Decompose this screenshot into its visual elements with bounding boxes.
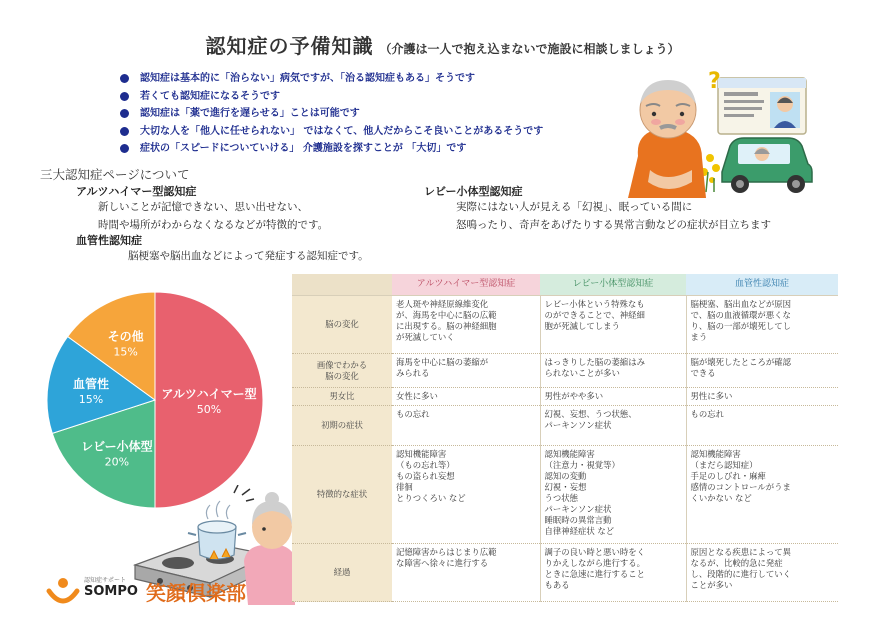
table-row — [292, 446, 838, 544]
table-cell: 認知機能障害 （注意力・視覚等） 認知の変動 幻視・妄想 うつ状態 パーキンソン症状 睡眠時の異常言動 自律神経症状 など — [540, 446, 686, 544]
alzheimer-description: 新しいことが記憶できない、思い出せない、 時間や場所がわからなくなるなどが特徴的です。 — [98, 201, 329, 231]
bullet-icon — [120, 127, 129, 136]
row-label: 経過 — [292, 544, 392, 602]
table-row — [292, 354, 838, 388]
row-label: 画像でわかる 脳の変化 — [292, 354, 392, 388]
dementia-type-pie-chart — [35, 280, 275, 520]
row-label: 脳の変化 — [292, 296, 392, 354]
smile-logo-icon — [46, 577, 80, 607]
table-cell: 認知機能障害 （もの忘れ等） もの盗られ妄想 徘徊 とりつくろい など — [392, 446, 540, 544]
section-heading: 三大認知症ページについて — [40, 167, 190, 182]
table-row — [292, 296, 838, 354]
table-corner — [292, 274, 392, 296]
table-cell: 男性に多い — [686, 388, 838, 406]
table-cell: もの忘れ — [392, 406, 540, 446]
table-cell: 認知機能障害 （まだら認知症） 手足のしびれ・麻痺 感情のコントロールがうま くいかない など — [686, 446, 838, 544]
table-row — [292, 544, 838, 602]
column-header-lewy: レビー小体型認知症 — [540, 274, 686, 296]
page-title: 認知症の予備知識 — [205, 34, 374, 58]
page-subtitle: （介護は一人で抱え込まないで施設に相談しましょう） — [379, 42, 680, 56]
alzheimer-heading: アルツハイマー型認知症 — [76, 185, 197, 198]
table-cell: 原因となる疾患によって異 なるが、比較的急に発症 し、段階的に進行していく ことが多い — [686, 544, 838, 602]
logo-brand: SOMPO — [84, 584, 138, 599]
table-cell: 海馬を中心に脳の萎縮が みられる — [392, 354, 540, 388]
row-label: 特徴的な症状 — [292, 446, 392, 544]
bullet-icon — [120, 144, 129, 153]
key-point: 認知症は「薬で進行を遅らせる」ことは可能です — [118, 105, 638, 123]
pie-value-label: 15% — [113, 345, 138, 359]
table-cell: 男性がやや多い — [540, 388, 686, 406]
bullet-icon — [120, 74, 129, 83]
license-card-icon — [718, 78, 806, 134]
lewy-description: 実際にはない人が見える「幻視」、眠っている間に 怒鳴ったり、奇声をあげたりする異常言動などの症状が目立ちます — [456, 201, 771, 231]
key-points-list — [118, 70, 638, 158]
table-cell: レビー小体という特殊なも のができることで、神経細 胞が死滅してしまう — [540, 296, 686, 354]
pie-category-label: 血管性 — [72, 376, 110, 391]
vascular-heading: 血管性認知症 — [76, 234, 142, 247]
table-cell: 記憶障害からはじまり広範 な障害へ徐々に進行する — [392, 544, 540, 602]
table-header-row — [292, 274, 838, 296]
table-row — [292, 388, 838, 406]
lewy-heading: レビー小体型認知症 — [424, 185, 523, 198]
comparison-table — [292, 274, 838, 602]
table-cell: はっきりした脳の萎縮はみ られないことが多い — [540, 354, 686, 388]
vascular-description: 脳梗塞や脳出血などによって発症する認知症です。 — [128, 250, 369, 262]
page-header — [0, 30, 885, 59]
table-cell: 脳梗塞、脳出血などが原因 で、脳の血液循環が悪くな り、脳の一部が壊死してし まう — [686, 296, 838, 354]
elderly-man-illustration — [610, 60, 875, 200]
logo-club-name: 笑顔倶楽部 — [146, 581, 246, 605]
table-cell: 老人斑や神経原線維変化 が、海馬を中心に脳の広範 に出現する。脳の神経細胞 が死滅していく — [392, 296, 540, 354]
table-cell: 女性に多い — [392, 388, 540, 406]
bullet-icon — [120, 92, 129, 101]
key-point: 大切な人を「他人に任せられない」 ではなくて、他人だからこそ良いことがあるそうです — [118, 123, 638, 141]
table-cell: 幻視、妄想、うつ状態、 パーキンソン症状 — [540, 406, 686, 446]
column-header-vascular: 血管性認知症 — [686, 274, 838, 296]
pie-value-label: 15% — [78, 392, 104, 406]
table-cell: 脳が壊死したところが確認 できる — [686, 354, 838, 388]
row-label: 初期の症状 — [292, 406, 392, 446]
logo-caption: 認知症サポート — [84, 577, 127, 584]
pie-category-label: レビー小体型 — [81, 439, 153, 454]
column-header-alzheimer: アルツハイマー型認知症 — [392, 274, 540, 296]
table-cell: 調子の良い時と悪い時をく りかえしながら進行する。 ときに急速に進行すること もある — [540, 544, 686, 602]
pie-value-label: 50% — [196, 403, 222, 416]
pie-category-label: その他 — [107, 329, 144, 344]
key-point: 認知症は基本的に「治らない」病気ですが、「治る認知症もある」そうです — [118, 70, 638, 88]
pie-value-label: 20% — [104, 455, 130, 469]
car-icon — [722, 138, 812, 193]
table-row — [292, 406, 838, 446]
key-point: 症状の「スピードについていける」 介護施設を探すことが 「大切」です — [118, 140, 638, 158]
pie-category-label: アルツハイマー型 — [161, 387, 257, 401]
old-man-figure — [628, 80, 706, 198]
svg-text:?: ? — [708, 69, 721, 94]
row-label: 男女比 — [292, 388, 392, 406]
bullet-icon — [120, 109, 129, 118]
key-point: 若くても認知症になるそうです — [118, 88, 638, 106]
table-cell: もの忘れ — [686, 406, 838, 446]
